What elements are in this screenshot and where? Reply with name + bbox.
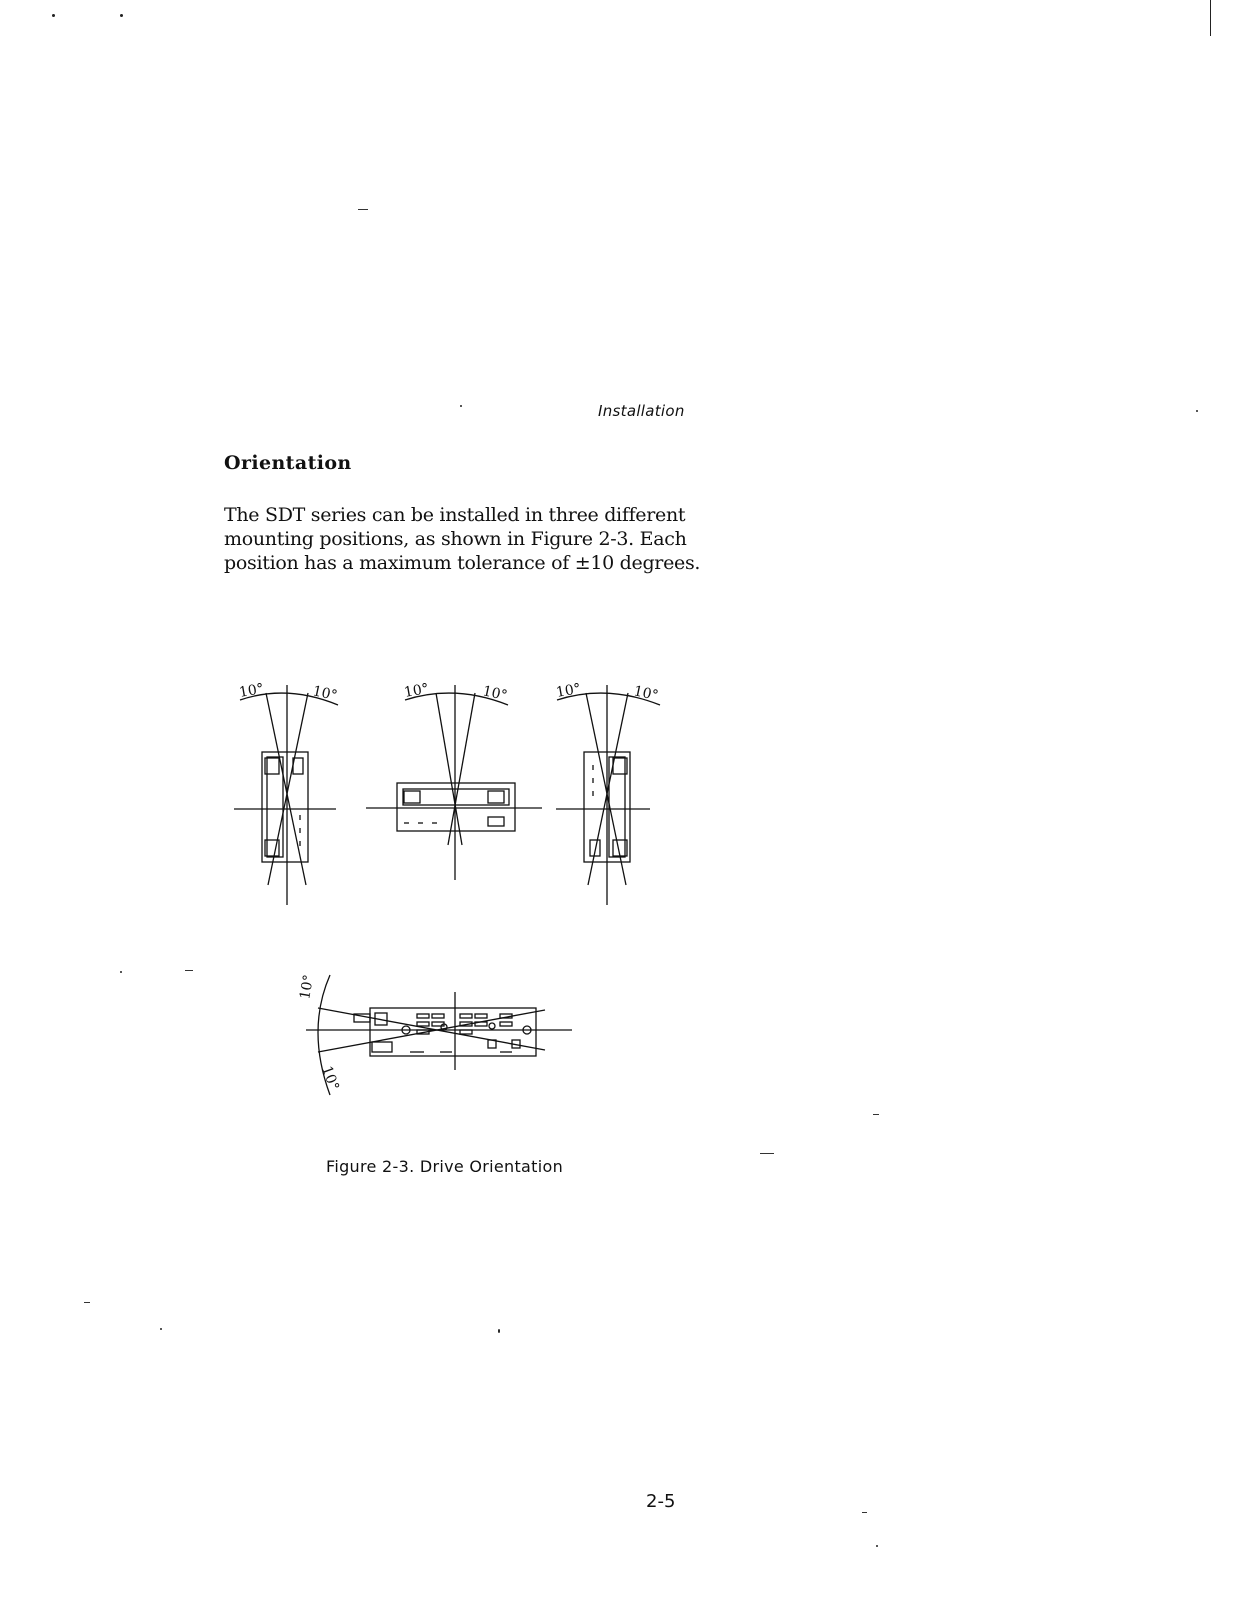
angle-label: 10° [402,680,431,701]
angle-label: 10° [554,680,583,701]
angle-label: 10° [237,680,266,701]
running-header: Installation [598,402,685,420]
angle-label: 10° [632,683,660,705]
diagram-vertical-left [234,685,338,905]
diagram-side-mount [306,975,572,1095]
angle-label: 10° [318,1063,342,1093]
section-heading: Orientation [224,452,352,474]
body-paragraph: The SDT series can be installed in three different mounting positions, as shown in Figure 2-3. Each position has a maximum tolerance of ±10 degrees. [224,504,701,574]
diagram-horizontal [366,685,542,880]
angle-label: 10° [481,683,509,705]
angle-label: 10° [311,683,339,705]
figure-caption: Figure 2-3. Drive Orientation [326,1157,564,1176]
angle-label: 10° [297,973,318,1001]
page-number: 2-5 [646,1491,676,1512]
diagram-vertical-right [556,685,660,905]
